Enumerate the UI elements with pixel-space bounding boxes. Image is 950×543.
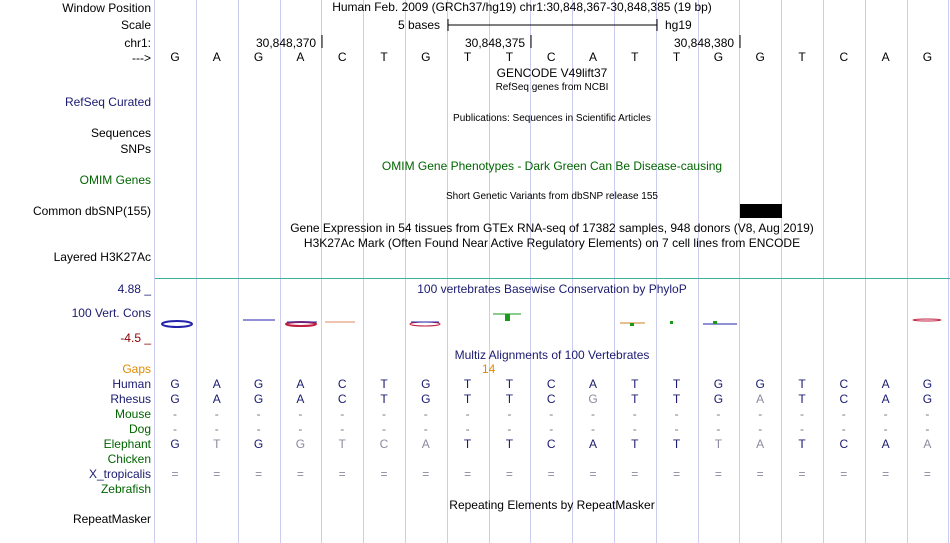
alignment-base: =	[714, 467, 722, 481]
alignment-base: -	[173, 422, 177, 436]
alignment-base: -	[925, 407, 930, 421]
alignment-base: T	[505, 437, 514, 451]
h3k27ac-track-title: H3K27Ac Mark (Often Found Near Active Regulatory Elements) on 7 cell lines from ENCODE	[303, 236, 801, 250]
conservation-track-title: 100 vertebrates Basewise Conservation by PhyloP	[417, 282, 687, 296]
alignment-base: -	[382, 407, 386, 421]
alignment-base: G	[253, 437, 264, 451]
alignment-base: =	[422, 467, 430, 481]
alignment-base: -	[256, 422, 261, 436]
alignment-base: G	[421, 392, 431, 406]
scale-label: Scale	[120, 18, 151, 32]
alignment-base: C	[379, 437, 389, 451]
alignment-base: A	[296, 377, 305, 391]
alignment-base: -	[632, 422, 637, 436]
alignment-base: -	[298, 422, 303, 436]
species-label-elephant: Elephant	[103, 437, 151, 451]
publications-track-title: Publications: Sequences in Scientific Articles	[453, 113, 651, 124]
alignment-base: -	[340, 407, 345, 421]
alignment-base: A	[296, 392, 305, 406]
track-label-column	[0, 0, 155, 543]
alignment-base: T	[631, 377, 639, 391]
sequence-base: T	[672, 50, 681, 64]
sequence-base: C	[546, 50, 556, 64]
alignment-base: T	[798, 377, 806, 391]
window-position-label: Window Position	[62, 1, 151, 15]
species-label-human: Human	[112, 377, 151, 391]
alignment-base: A	[881, 437, 890, 451]
strand-arrow-label: --->	[132, 51, 151, 65]
alignment-base: A	[923, 437, 932, 451]
species-label-mouse: Mouse	[114, 407, 151, 421]
sequence-base: G	[922, 50, 933, 64]
sequence-base: C	[839, 50, 849, 64]
alignment-base: T	[338, 437, 346, 451]
sequence-base: T	[631, 50, 639, 64]
gtex-track-title: Gene Expression in 54 tissues from GTEx RNA-seq of 17382 samples, 948 donors (V8, Aug 2019)	[290, 221, 814, 235]
alignment-base: =	[338, 467, 346, 481]
assembly-text: hg19	[665, 18, 692, 32]
alignment-base: G	[922, 392, 933, 406]
alignment-base: C	[546, 377, 556, 391]
alignment-base: G	[755, 377, 765, 391]
alignment-base: =	[923, 467, 931, 481]
alignment-base: G	[713, 377, 724, 391]
alignment-base: =	[171, 467, 179, 481]
alignment-base: =	[631, 467, 639, 481]
alignment-base: G	[713, 392, 724, 406]
sequence-base: A	[881, 50, 890, 64]
species-label-dog: Dog	[128, 422, 151, 436]
alignment-base: T	[380, 392, 388, 406]
alignment-base: T	[463, 377, 472, 391]
alignment-base: -	[758, 422, 763, 436]
alignment-base: =	[756, 467, 764, 481]
alignment-base: -	[507, 422, 512, 436]
species-label-x_tropicalis: X_tropicalis	[88, 467, 151, 481]
chr-label: chr1:	[124, 36, 151, 50]
conservation-min-label: -4.5 _	[120, 331, 151, 345]
alignment-base: T	[672, 437, 681, 451]
alignment-base: A	[588, 437, 597, 451]
alignment-base: A	[756, 392, 765, 406]
alignment-base: G	[253, 377, 264, 391]
alignment-base: G	[922, 377, 933, 391]
alignment-base: -	[298, 407, 303, 421]
conservation-plot	[155, 0, 950, 543]
alignment-base: C	[337, 392, 347, 406]
conservation-track-label[interactable]: 100 Vert. Cons	[71, 306, 151, 320]
sequence-base: T	[505, 50, 514, 64]
coord-label-3: 30,848,380	[674, 36, 735, 50]
alignment-base: T	[505, 377, 514, 391]
alignment-base: G	[295, 437, 306, 451]
alignment-base: -	[340, 422, 345, 436]
alignment-base: T	[463, 437, 472, 451]
alignment-base: -	[883, 407, 888, 421]
alignment-base: =	[589, 467, 597, 481]
alignment-base: T	[798, 437, 806, 451]
alignment-base: T	[714, 437, 723, 451]
alignment-base: T	[798, 392, 806, 406]
alignment-base: C	[839, 377, 849, 391]
h3k27ac-track-label[interactable]: Layered H3K27Ac	[53, 250, 151, 264]
window-position-text: Human Feb. 2009 (GRCh37/hg19) chr1:30,848,367-30,848,385 (19 bp)	[332, 0, 712, 14]
species-label-rhesus: Rhesus	[110, 392, 151, 406]
alignment-base: -	[507, 407, 512, 421]
species-label-zebrafish: Zebrafish	[100, 482, 151, 496]
alignment-base: C	[337, 377, 347, 391]
alignment-base: -	[423, 407, 428, 421]
sequence-base: T	[463, 50, 472, 64]
omim-track-label[interactable]: OMIM Genes	[79, 173, 151, 187]
sequence-base: T	[380, 50, 388, 64]
scale-text: 5 bases	[398, 18, 441, 32]
alignment-base: T	[631, 392, 639, 406]
alignment-base: -	[632, 407, 637, 421]
alignment-base: =	[213, 467, 221, 481]
alignment-base: -	[256, 407, 261, 421]
sequences-track-label[interactable]: Sequences	[90, 126, 151, 140]
sequence-base: G	[421, 50, 431, 64]
alignment-base: -	[674, 422, 679, 436]
alignment-base: -	[883, 422, 888, 436]
alignment-base: -	[214, 422, 219, 436]
alignment-base: =	[464, 467, 472, 481]
alignment-base: -	[382, 422, 386, 436]
alignment-base: =	[255, 467, 263, 481]
alignment-base: G	[253, 392, 264, 406]
alignment-base: T	[505, 392, 514, 406]
alignment-base: T	[631, 437, 639, 451]
alignment-base: -	[549, 422, 554, 436]
alignment-base: =	[380, 467, 388, 481]
alignment-base: -	[591, 422, 595, 436]
sequence-base: A	[296, 50, 305, 64]
gencode-track-title: GENCODE V49lift37	[496, 66, 608, 80]
alignment-base: -	[925, 422, 930, 436]
refseq-track-title: RefSeq genes from NCBI	[495, 82, 609, 93]
alignment-base: G	[588, 392, 598, 406]
alignment-base: -	[716, 407, 721, 421]
alignment-base: A	[756, 437, 765, 451]
alignment-base: A	[881, 377, 890, 391]
alignment-base: -	[465, 422, 470, 436]
sequence-base: G	[253, 50, 264, 64]
alignment-base: -	[758, 407, 763, 421]
alignment-base: =	[882, 467, 890, 481]
alignment-base: =	[547, 467, 555, 481]
alignment-base: T	[463, 392, 472, 406]
alignment-base: A	[421, 437, 430, 451]
alignment-base: T	[213, 437, 221, 451]
dbsnp-track-label[interactable]: Common dbSNP(155)	[32, 204, 151, 218]
sequence-base: G	[713, 50, 724, 64]
repeatmasker-track-title: Repeating Elements by RepeatMasker	[449, 498, 655, 512]
alignment-base: C	[839, 392, 849, 406]
alignment-base: -	[591, 407, 595, 421]
snps-track-label[interactable]: SNPs	[120, 142, 151, 156]
dbsnp-track-title: Short Genetic Variants from dbSNP release 155	[446, 191, 658, 202]
sequence-base: G	[755, 50, 765, 64]
alignment-base: A	[212, 392, 221, 406]
track-display-area[interactable]	[155, 0, 950, 543]
alignment-base: =	[798, 467, 806, 481]
alignment-base: C	[546, 437, 556, 451]
alignment-base: T	[672, 392, 681, 406]
coord-label-2: 30,848,375	[465, 36, 526, 50]
alignment-base: -	[423, 422, 428, 436]
alignment-base: T	[380, 377, 388, 391]
multiz-track-title: Multiz Alignments of 100 Vertebrates	[454, 348, 650, 362]
repeatmasker-track-label[interactable]: RepeatMasker	[72, 512, 151, 526]
sequence-base: A	[588, 50, 597, 64]
alignment-base: A	[588, 377, 597, 391]
alignment-base: -	[173, 407, 177, 421]
alignment-base: G	[170, 377, 180, 391]
alignment-base: =	[505, 467, 513, 481]
alignment-base: -	[841, 422, 846, 436]
alignment-base: =	[296, 467, 304, 481]
species-label-chicken: Chicken	[107, 452, 151, 466]
alignment-base: C	[839, 437, 849, 451]
alignment-base: G	[170, 392, 180, 406]
alignment-base: -	[800, 422, 804, 436]
alignment-base: =	[840, 467, 848, 481]
sequence-base: T	[798, 50, 806, 64]
alignment-base: G	[170, 437, 180, 451]
alignment-base: T	[672, 377, 681, 391]
alignment-base: -	[549, 407, 554, 421]
gap-count: 14	[482, 362, 496, 376]
sequence-base: C	[337, 50, 347, 64]
alignment-base: -	[841, 407, 846, 421]
alignment-base: -	[800, 407, 804, 421]
alignment-base: -	[716, 422, 721, 436]
sequence-base: A	[212, 50, 221, 64]
alignment-base: C	[546, 392, 556, 406]
refseq-track-label[interactable]: RefSeq Curated	[64, 95, 151, 109]
gaps-label: Gaps	[122, 362, 151, 376]
sequence-base: G	[170, 50, 180, 64]
alignment-base: -	[465, 407, 470, 421]
alignment-base: -	[674, 407, 679, 421]
alignment-base: G	[421, 377, 431, 391]
alignment-base: -	[214, 407, 219, 421]
alignment-base: A	[881, 392, 890, 406]
omim-track-title: OMIM Gene Phenotypes - Dark Green Can Be Disease-causing	[381, 159, 723, 173]
conservation-max-label: 4.88 _	[117, 282, 151, 296]
alignment-base: A	[212, 377, 221, 391]
coord-label-1: 30,848,370	[256, 36, 317, 50]
alignment-base: =	[673, 467, 681, 481]
